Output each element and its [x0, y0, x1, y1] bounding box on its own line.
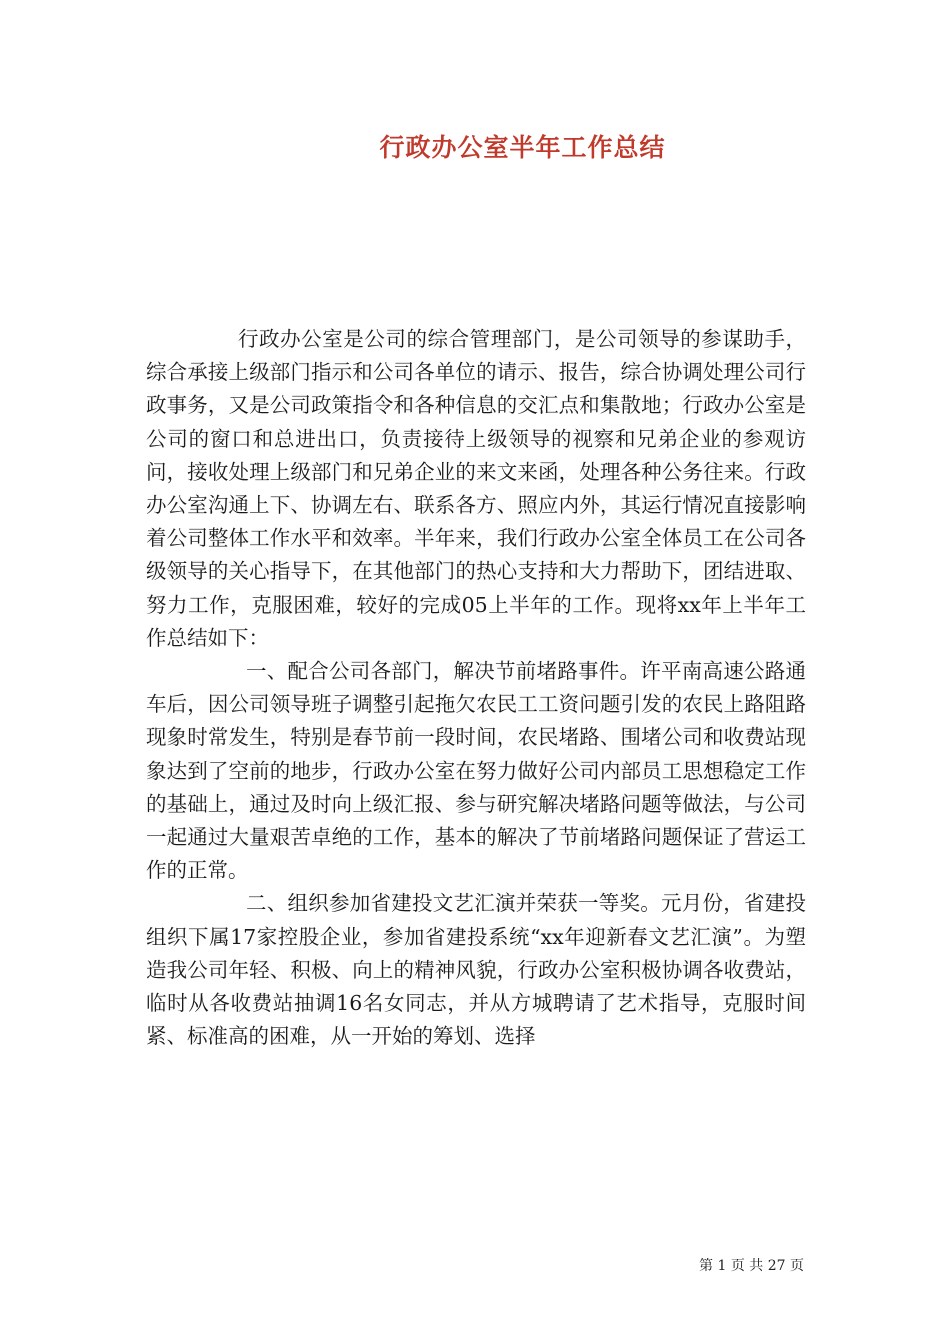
paragraph-intro: 行政办公室是公司的综合管理部门，是公司领导的参谋助手，综合承接上级部门指示和公司各单位的请示、报告，综合协调处理公司行政事务，又是公司政策指令和各种信息的交汇点和集散地；行政办公室是公司的窗口和总进出口，负责接待上级领导的视察和兄弟企业的参观访问，接收处理上级部门和兄弟企业的来文来函，处理各种公务往来。行政办公室沟通上下、协调左右、联系各方、照应内外，其运行情况直接影响着公司整体工作水平和效率。半年来，我们行政办公室全体员工在公司各级领导的关心指导下，在其他部门的热心支持和大力帮助下，团结进取、努力工作，克服困难，较好的完成05上半年的工作。现将xx年上半年工作总结如下： [146, 327, 806, 650]
document-title: 行政办公室半年工作总结 [379, 133, 666, 162]
paragraph-section-2: 二、组织参加省建投文艺汇演并荣获一等奖。元月份，省建投组织下属17家控股企业，参加省建投系统“xx年迎新春文艺汇演”。为塑造我公司年轻、积极、向上的精神风貌，行政办公室积极协调各收费站，临时从各收费站抽调16名女同志，并从方城聘请了艺术指导，克服时间紧、标准高的困难，从一开始的筹划、选择 [146, 891, 806, 1049]
paragraph-section-1: 一、配合公司各部门，解决节前堵路事件。许平南高速公路通车后，因公司领导班子调整引起拖欠农民工工资问题引发的农民上路阻路现象时常发生，特别是春节前一段时间，农民堵路、围堵公司和收费站现象达到了空前的地步，行政办公室在努力做好公司内部员工思想稳定工作的基础上，通过及时向上级汇报、参与研究解决堵路问题等做法，与公司一起通过大量艰苦卓绝的工作，基本的解决了节前堵路问题保证了营运工作的正常。 [146, 659, 806, 883]
document-body [146, 323, 806, 1053]
page-number: 第 1 页 共 27 页 [699, 1258, 804, 1274]
